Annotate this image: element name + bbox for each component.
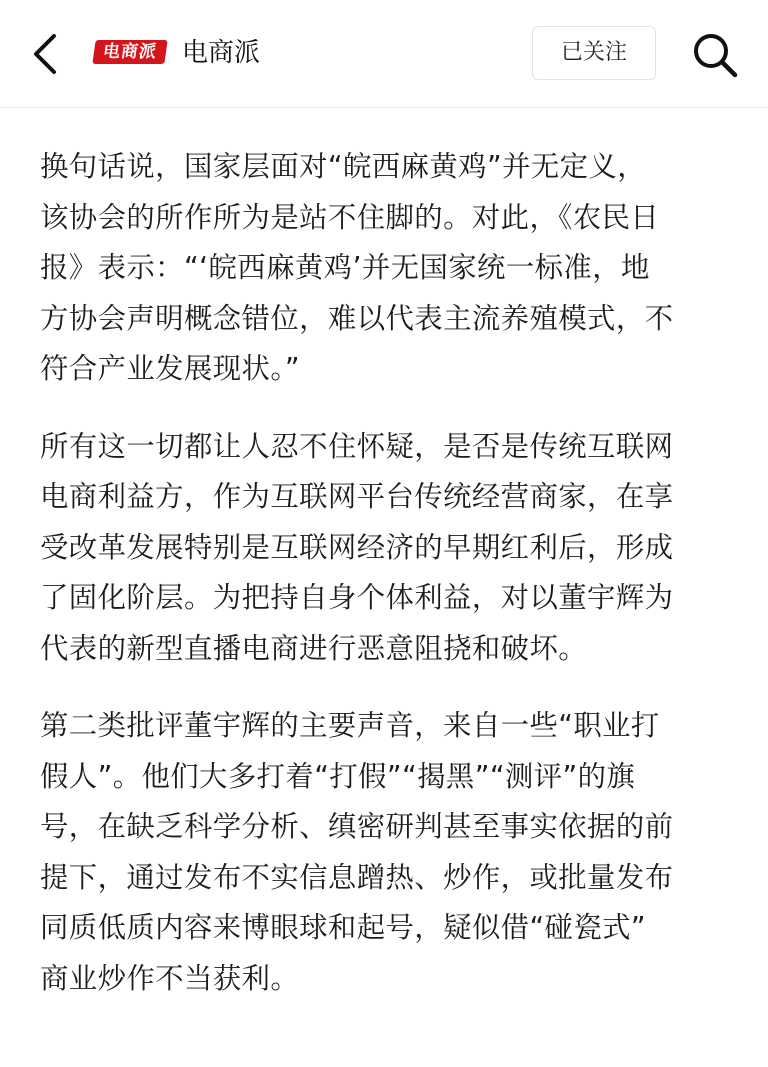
top-navigation-bar — [0, 0, 768, 108]
follow-button[interactable]: 已关注 — [532, 26, 656, 80]
account-name[interactable]: 电商派 — [182, 38, 261, 68]
article-paragraph: 所有这一切都让人忍不住怀疑，是否是传统互联网 电商利益方，作为互联网平台传统经营商家，在享 受改革发展特别是互联网经济的早期红利后，形成 了固化阶层。为把持自身个体利益，对以董宇辉为 代表的新型直播电商进行恶意阻挠和破坏。 — [40, 429, 674, 665]
article-paragraph: 换句话说，国家层面对“皖西麻黄鸡”并无定义， 该协会的所作所为是站不住脚的。对此，《农民日 报》表示：“‘皖西麻黄鸡’并无国家统一标准，地 方协会声明概念错位，难以代表主流养殖模式，不 符合产业发展现状。” — [40, 150, 674, 385]
account-logo: 电商派 — [92, 40, 167, 64]
chevron-left-icon — [24, 30, 68, 78]
article-body — [40, 142, 730, 1031]
search-icon — [690, 30, 740, 80]
back-button[interactable] — [24, 30, 68, 78]
search-button[interactable] — [690, 30, 740, 80]
article-paragraph: 第二类批评董宇辉的主要声音，来自一些“职业打 假人”。他们大多打着“打假”“揭黑”“测评”的旗 号，在缺乏科学分析、缜密研判甚至事实依据的前 提下，通过发布不实信息蹭热、炒作，或批量发布 同质低质内容来博眼球和起号，疑似借“碰瓷式” 商业炒作不当获利。 — [40, 709, 674, 995]
